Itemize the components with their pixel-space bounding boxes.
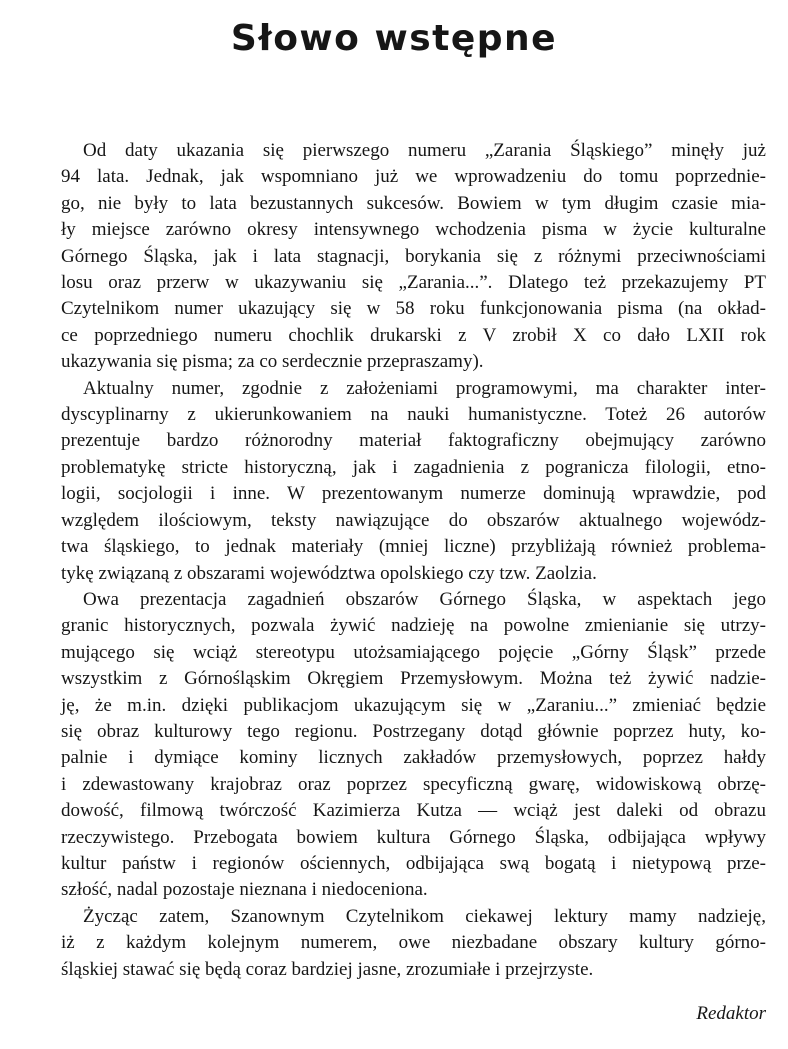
text-line: go, nie były to lata bezustannych sukcesów. Bowiem w tym długim czasie mia- [61,192,766,214]
text-line: ły miejsce zarówno okresy intensywnego wchodzenia pisma w życie kulturalne [61,219,766,241]
text-line: względem ilościowym, teksty nawiązujące do obszarów aktualnego wojewódz- [61,509,766,531]
text-line: mującego się wciąż stereotypu utożsamiającego pojęcie „Górny Śląsk” przede [61,641,766,663]
page-title: Słowo wstępne [230,18,558,59]
text-line: twa śląskiego, to jednak materiały (mniej liczne) przybliżają również problema- [61,536,766,558]
paragraph [61,376,766,587]
text-line: dowość, filmową twórczość Kazimierza Kutza — wciąż jest daleki od obrazu [61,800,766,822]
text-line: logii, socjologii i inne. W prezentowanym numerze dominują wprawdzie, pod [61,483,766,505]
text-line: palnie i dymiące kominy licznych zakładów przemysłowych, poprzez hałdy [61,747,766,769]
text-line: iż z każdym kolejnym numerem, owe niezbadane obszary kultury górno- [61,932,766,954]
text-line: Owa prezentacja zagadnień obszarów Górnego Śląska, w aspektach jego [83,588,766,610]
document-body [61,138,766,983]
text-line: i zdewastowany krajobraz oraz poprzez specyficzną gwarę, widowiskową obrzę- [61,773,766,795]
text-line: 94 lata. Jednak, jak wspomniano już we wprowadzeniu do tomu poprzednie- [61,166,766,188]
text-line: granic historycznych, pozwala żywić nadzieję na powolne zmienianie się utrzy- [61,615,766,637]
text-line: się obraz kulturowy tego regionu. Postrzegany dotąd głównie poprzez huty, ko- [61,720,766,742]
text-line: dyscyplinarny z ukierunkowaniem na nauki humanistyczne. Toteż 26 autorów [61,404,766,426]
text-line: wszystkim z Górnośląskim Okręgiem Przemysłowym. Można też żywić nadzie- [61,668,766,690]
text-line: ukazywania się pisma; za co serdecznie przepraszamy). [61,351,484,373]
text-line: prezentuje bardzo różnorodny materiał faktograficzny obejmujący zarówno [61,430,766,452]
paragraph [61,587,766,904]
text-line: szłość, nadal pozostaje nieznana i niedoceniona. [61,879,428,901]
text-line: problematykę stricte historyczną, jak i zagadnienia z pogranicza filologii, etno- [61,456,766,478]
text-line: ce poprzedniego numeru chochlik drukarski z V zrobił X co dało LXII rok [61,324,766,346]
text-line: tykę związaną z obszarami województwa opolskiego czy tzw. Zaolzia. [61,562,597,584]
text-line: Czytelnikom numer ukazujący się w 58 roku funkcjonowania pisma (na okład- [61,298,766,320]
text-line: ję, że m.in. dzięki publikacjom ukazującym się w „Zaraniu...” zmieniać będzie [61,694,766,716]
paragraph [61,138,766,376]
text-line: losu oraz przerw w ukazywaniu się „Zarania...”. Dlatego też przekazujemy PT [61,272,766,294]
paragraph [61,904,766,983]
text-line: Od daty ukazania się pierwszego numeru „Zarania Śląskiego” minęły już [83,140,766,161]
text-line: rzeczywistego. Przebogata bowiem kultura Górnego Śląska, odbijająca wpływy [61,826,766,848]
text-line: kultur państw i regionów ościennych, odbijająca swą bogatą i nietypową prze- [61,852,766,874]
text-line: Aktualny numer, zgodnie z założeniami programowymi, ma charakter inter- [83,377,766,399]
text-line: Życząc zatem, Szanownym Czytelnikom ciekawej lektury mamy nadzieję, [83,905,766,927]
signature: Redaktor [696,1003,766,1024]
text-line: śląskiej stawać się będą coraz bardziej jasne, zrozumiałe i przejrzyste. [61,958,594,980]
text-line: Górnego Śląska, jak i lata stagnacji, borykania się z różnymi przeciwnościami [61,245,766,267]
